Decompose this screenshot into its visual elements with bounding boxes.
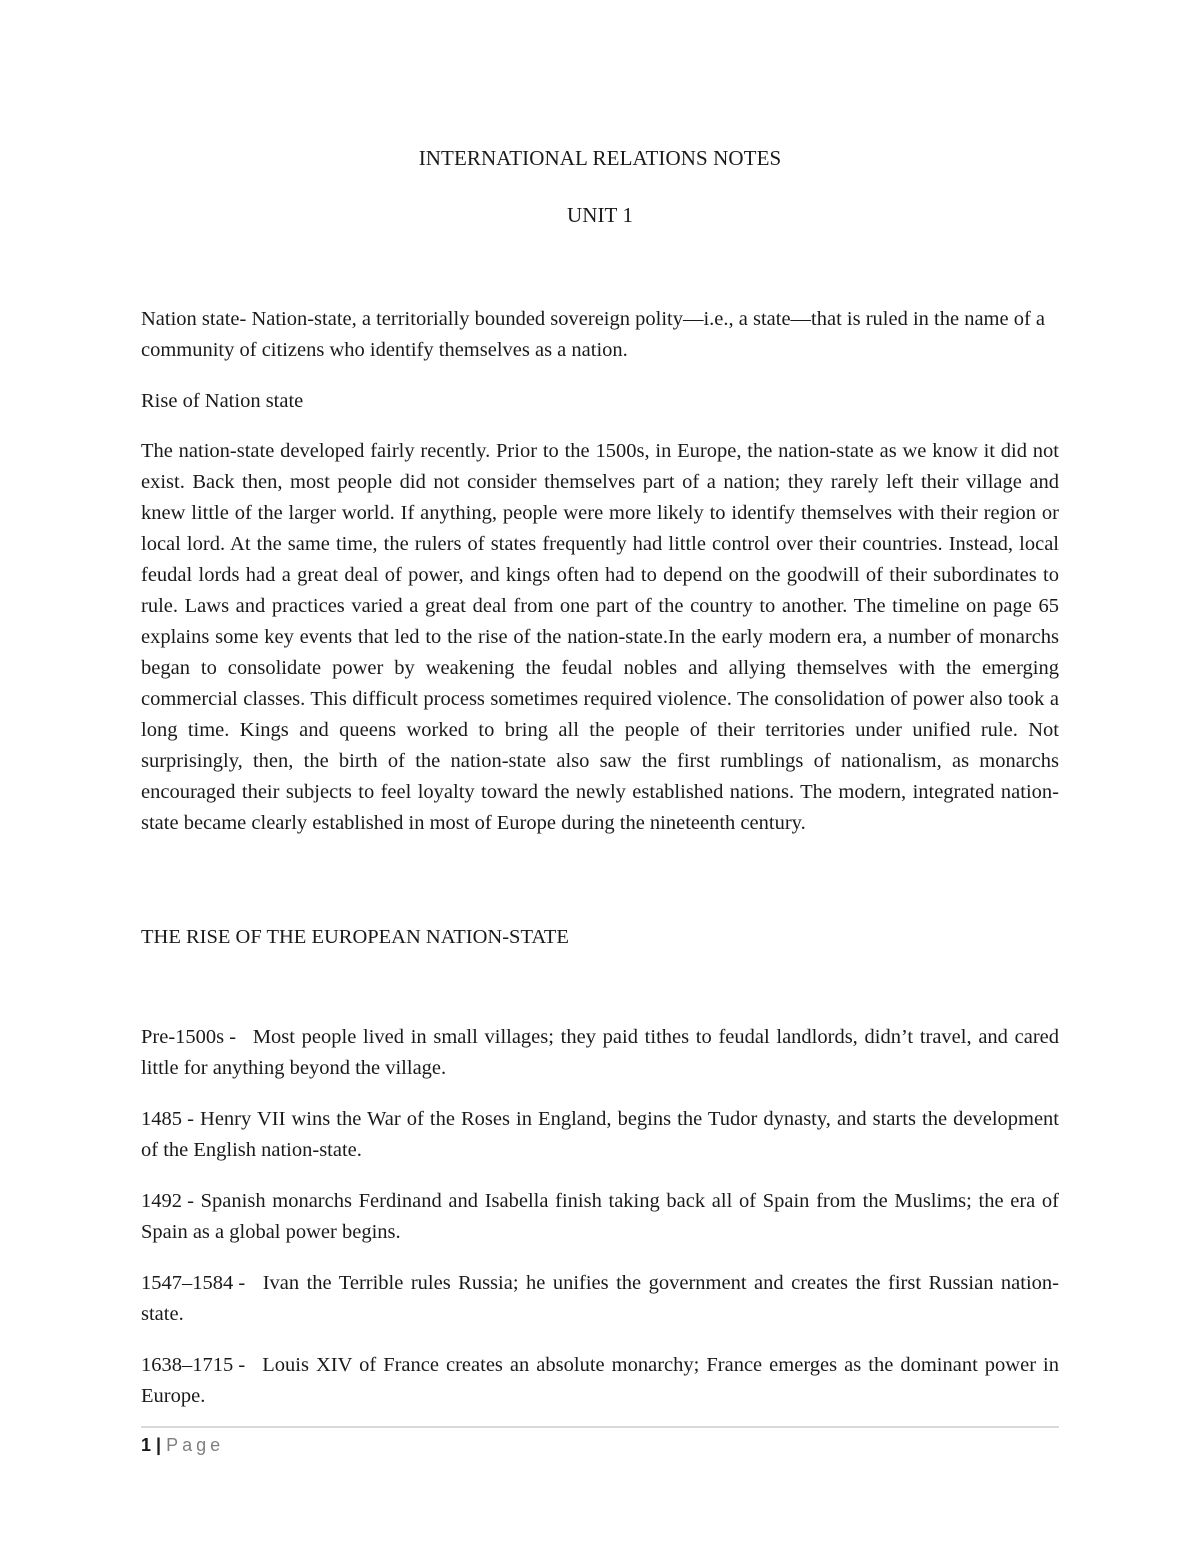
nation-state-paragraph: The nation-state developed fairly recently. Prior to the 1500s, in Europe, the nation-state as we know it did not exist. Back then, most people did not consider themselves part of a nation; they rarely left their village and knew little of the larger world. If anything, people were more likely to identify themselves with their region or local lord. At the same time, the rulers of states frequently had little control over their countries. Instead, local feudal lords had a great deal of power, and kings often had to depend on the goodwill of their subordinates to rule. Laws and practices varied a great deal from one part of the country to another. The timeline on page 65 explains some key events that led to the rise of the nation-state.In the early modern era, a number of monarchs began to consolidate power by weakening the feudal nobles and allying themselves with the emerging commercial classes. This difficult process sometimes required violence. The consolidation of power also took a long time. Kings and queens worked to bring all the people of their territories under unified rule. Not surprisingly, then, the birth of the nation-state also saw the first rumblings of nationalism, as monarchs encouraged their subjects to feel loyalty toward the newly established nations. The modern, integrated nation-state became clearly established in most of Europe during the nineteenth century. [141, 440, 1059, 834]
timeline-item [141, 1268, 1059, 1330]
page-label: Page [166, 1435, 225, 1455]
footer-separator: | [156, 1435, 162, 1455]
timeline-event: Louis XIV of France creates an absolute monarchy; France emerges as the dominant power in Europe. [141, 1354, 1060, 1407]
european-nation-state-heading: THE RISE OF THE EUROPEAN NATION-STATE [141, 926, 569, 948]
timeline-item [141, 1104, 1059, 1166]
rise-of-nation-state-heading: Rise of Nation state [141, 390, 304, 412]
timeline-item [141, 1022, 1059, 1084]
nation-state-definition: Nation state- Nation-state, a territorially bounded sovereign polity—i.e., a state—that is ruled in the name of a community of citizens who identify themselves as a nation. [141, 308, 1046, 361]
timeline-period: 1485 - [141, 1108, 194, 1130]
timeline-period: 1547–1584 - [141, 1272, 246, 1294]
document-title: INTERNATIONAL RELATIONS NOTES [418, 146, 782, 170]
timeline-event: Henry VII wins the War of the Roses in England, begins the Tudor dynasty, and starts the development of the English nation-state. [141, 1108, 1060, 1161]
timeline-event: Most people lived in small villages; they paid tithes to feudal landlords, didn’t travel, and cared little for anything beyond the village. [141, 1026, 1059, 1079]
timeline-item [141, 1350, 1059, 1412]
timeline-event: Spanish monarchs Ferdinand and Isabella finish taking back all of Spain from the Muslims; the era of Spain as a global power begins. [141, 1190, 1060, 1243]
footer-divider [141, 1426, 1059, 1428]
timeline-event: Ivan the Terrible rules Russia; he unifies the government and creates the first Russian nation-state. [141, 1272, 1059, 1325]
timeline-period: Pre-1500s - [141, 1026, 237, 1048]
timeline-period: 1638–1715 - [141, 1354, 246, 1376]
page-footer [141, 1432, 224, 1458]
page-number: 1 [141, 1435, 152, 1455]
timeline-period: 1492 - [141, 1190, 194, 1212]
unit-title: UNIT 1 [566, 203, 634, 227]
timeline-item [141, 1186, 1059, 1248]
